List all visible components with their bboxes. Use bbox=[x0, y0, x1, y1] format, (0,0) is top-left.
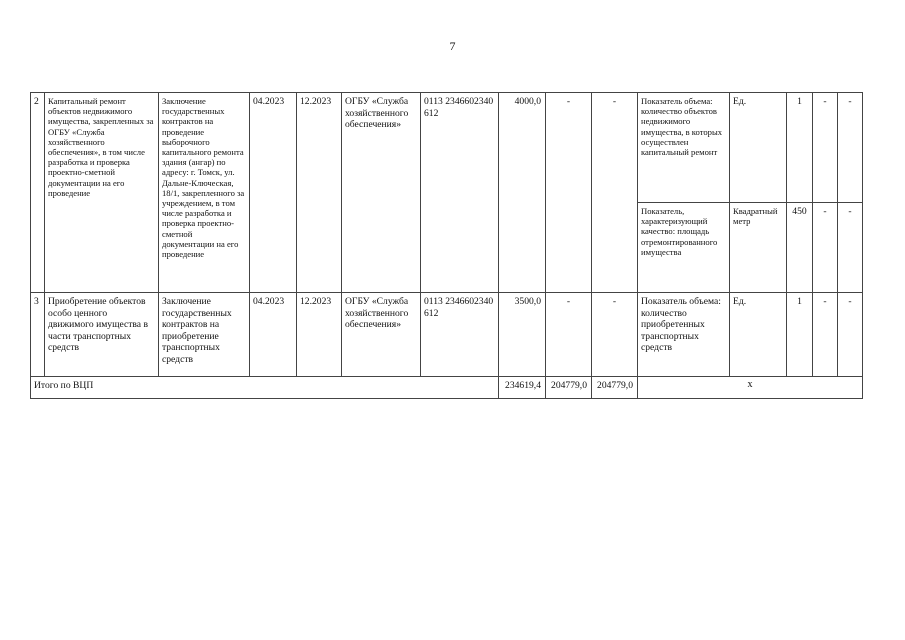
budget-code: 0113 2346602340 612 bbox=[421, 293, 499, 377]
row-number: 2 bbox=[31, 93, 45, 293]
indicator-name: Показатель объема: количество объектов недвижимого имущества, в которых осуществлен капитальный ремонт bbox=[638, 93, 730, 203]
funding-year-3: - bbox=[592, 93, 638, 293]
indicator-unit: Квадратный метр bbox=[730, 203, 787, 293]
total-row bbox=[31, 377, 863, 399]
executor: ОГБУ «Служба хозяйственного обеспечения» bbox=[342, 293, 421, 377]
total-funding: 3500,0 bbox=[499, 293, 546, 377]
not-applicable-mark: х bbox=[638, 377, 863, 399]
budget-code: 0113 2346602340 612 bbox=[421, 93, 499, 293]
indicator-value-3: - bbox=[838, 203, 863, 293]
funding-year-2: - bbox=[546, 93, 592, 293]
indicator-name: Показатель, характеризующий качество: площадь отремонтированного имущества bbox=[638, 203, 730, 293]
indicator-unit: Ед. bbox=[730, 93, 787, 203]
total-label: Итого по ВЦП bbox=[31, 377, 499, 399]
start-date: 04.2023 bbox=[250, 293, 297, 377]
table-row bbox=[31, 293, 863, 377]
indicator-value-1: 1 bbox=[787, 93, 813, 203]
indicator-value-2: - bbox=[813, 93, 838, 203]
grand-total-year-3: 204779,0 bbox=[592, 377, 638, 399]
page-number: 7 bbox=[449, 39, 456, 53]
indicator-value-2: - bbox=[813, 293, 838, 377]
grand-total: 234619,4 bbox=[499, 377, 546, 399]
grand-total-year-2: 204779,0 bbox=[546, 377, 592, 399]
row-number: 3 bbox=[31, 293, 45, 377]
implementation-method: Заключение государственных контрактов на проведение выборочного капитального ремонта здания (ангар) по адресу: г. Томск, ул. Дальне-Ключеская, 18/1, закрепленного за учреждением, в том числе разработка и проверка проектно-сметной документации на его проведение bbox=[159, 93, 250, 293]
program-activities-table bbox=[30, 92, 863, 399]
activity-name: Приобретение объектов особо ценного движимого имущества в части транспортных средств bbox=[45, 293, 159, 377]
activity-name: Капитальный ремонт объектов недвижимого имущества, закрепленных за ОГБУ «Служба хозяйственного обеспечения», в том числе разработка и проверка проектно-сметной документации на его проведение bbox=[45, 93, 159, 293]
table-row bbox=[31, 93, 863, 203]
end-date: 12.2023 bbox=[297, 93, 342, 293]
executor: ОГБУ «Служба хозяйственного обеспечения» bbox=[342, 93, 421, 293]
indicator-unit: Ед. bbox=[730, 293, 787, 377]
indicator-value-3: - bbox=[838, 293, 863, 377]
end-date: 12.2023 bbox=[297, 293, 342, 377]
indicator-value-3: - bbox=[838, 93, 863, 203]
start-date: 04.2023 bbox=[250, 93, 297, 293]
funding-year-2: - bbox=[546, 293, 592, 377]
indicator-value-1: 450 bbox=[787, 203, 813, 293]
implementation-method: Заключение государственных контрактов на приобретение транспортных средств bbox=[159, 293, 250, 377]
funding-year-3: - bbox=[592, 293, 638, 377]
indicator-value-2: - bbox=[813, 203, 838, 293]
indicator-value-1: 1 bbox=[787, 293, 813, 377]
indicator-name: Показатель объема: количество приобретенных транспортных средств bbox=[638, 293, 730, 377]
total-funding: 4000,0 bbox=[499, 93, 546, 293]
